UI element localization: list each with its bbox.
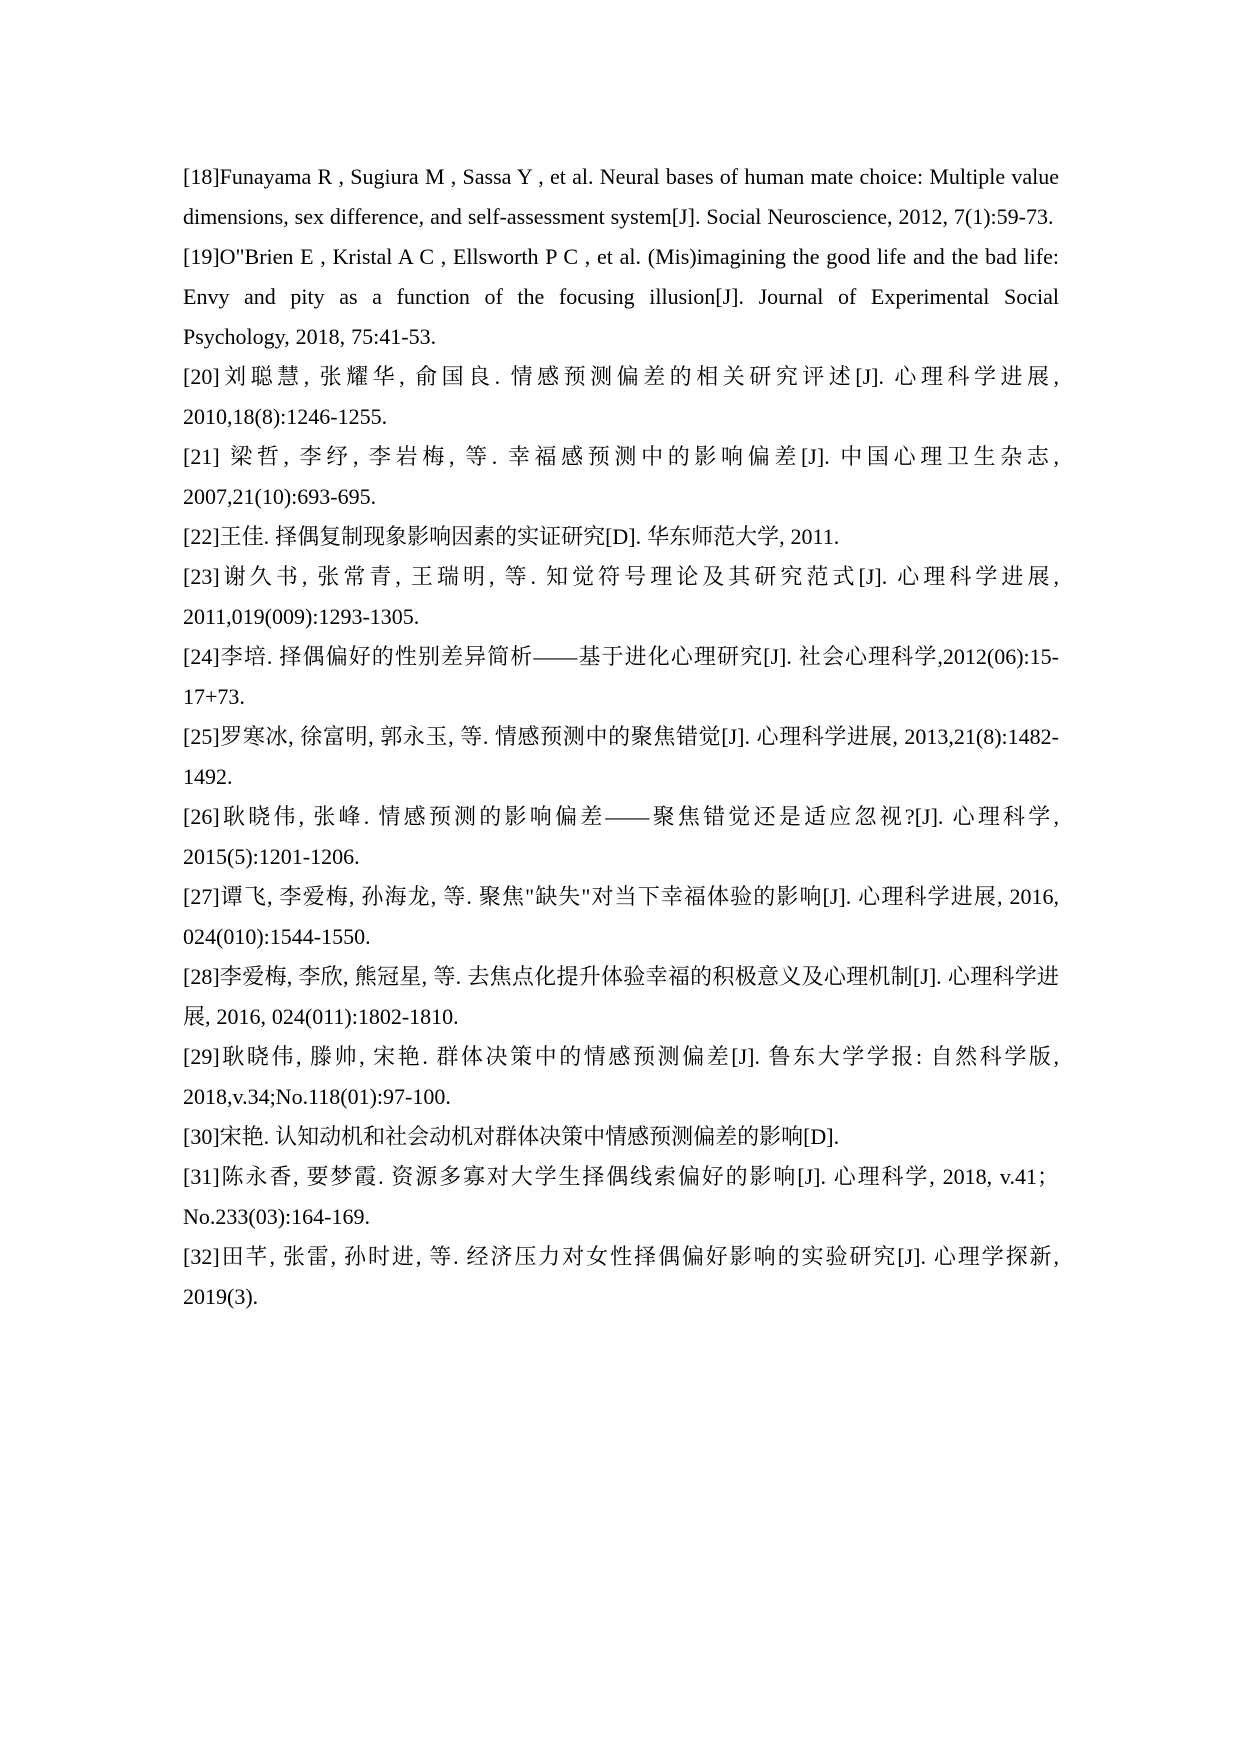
reference-item-25: [25]罗寒冰, 徐富明, 郭永玉, 等. 情感预测中的聚焦错觉[J]. 心理科学进展, 2013,21(8):1482-1492. — [183, 724, 1059, 789]
reference-item-32: [32]田芊, 张雷, 孙时进, 等. 经济压力对女性择偶偏好影响的实验研究[J]. 心理学探新, 2019(3). — [183, 1244, 1059, 1309]
reference-item-24: [24]李培. 择偶偏好的性别差异简析——基于进化心理研究[J]. 社会心理科学,2012(06):15-17+73. — [183, 644, 1059, 709]
reference-item-20: [20]刘聪慧, 张耀华, 俞国良. 情感预测偏差的相关研究评述[J]. 心理科学进展, 2010,18(8):1246-1255. — [183, 364, 1059, 429]
reference-item-19: [19]O"Brien E , Kristal A C , Ellsworth P C , et al. (Mis)imagining the good life and the bad life: Envy and pity as a function of the focusing illusion[J]. Journal of Experimental Social Psychology, 2018, 75:41-53. — [183, 244, 1059, 349]
references-list — [183, 157, 1059, 1317]
reference-item-26: [26]耿晓伟, 张峰. 情感预测的影响偏差——聚焦错觉还是适应忽视?[J]. 心理科学, 2015(5):1201-1206. — [183, 804, 1059, 869]
reference-item-27: [27]谭飞, 李爱梅, 孙海龙, 等. 聚焦"缺失"对当下幸福体验的影响[J]. 心理科学进展, 2016, 024(010):1544-1550. — [183, 884, 1059, 949]
reference-item-22: [22]王佳. 择偶复制现象影响因素的实证研究[D]. 华东师范大学, 2011. — [183, 524, 840, 549]
reference-item-31: [31]陈永香, 要梦霞. 资源多寡对大学生择偶线索偏好的影响[J]. 心理科学, 2018, v.41；No.233(03):164-169. — [183, 1164, 1059, 1229]
reference-item-29: [29]耿晓伟, 滕帅, 宋艳. 群体决策中的情感预测偏差[J]. 鲁东大学学报: 自然科学版, 2018,v.34;No.118(01):97-100. — [183, 1044, 1059, 1109]
reference-item-21: [21] 梁哲, 李纾, 李岩梅, 等. 幸福感预测中的影响偏差[J]. 中国心理卫生杂志, 2007,21(10):693-695. — [183, 444, 1059, 509]
reference-item-30: [30]宋艳. 认知动机和社会动机对群体决策中情感预测偏差的影响[D]. — [183, 1124, 840, 1149]
reference-item-23: [23]谢久书, 张常青, 王瑞明, 等. 知觉符号理论及其研究范式[J]. 心理科学进展, 2011,019(009):1293-1305. — [183, 564, 1059, 629]
reference-item-28: [28]李爱梅, 李欣, 熊冠星, 等. 去焦点化提升体验幸福的积极意义及心理机制[J]. 心理科学进展, 2016, 024(011):1802-1810. — [183, 964, 1059, 1029]
reference-item-18: [18]Funayama R , Sugiura M , Sassa Y , et al. Neural bases of human mate choice: Multiple value dimensions, sex difference, and self-assessment system[J]. Social Neuroscience, 2012, 7(1):59-73. — [183, 164, 1059, 229]
